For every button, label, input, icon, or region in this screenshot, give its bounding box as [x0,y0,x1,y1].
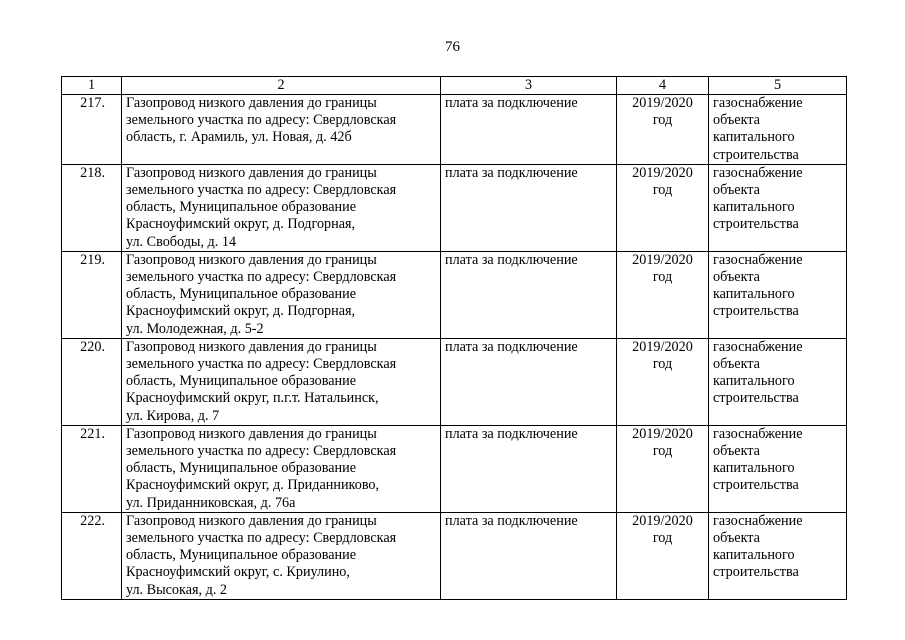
column-header-4: 4 [617,77,709,95]
row-number: 218. [62,164,122,251]
row-purpose: газоснабжение объекта капитального строительства [709,338,847,425]
row-purpose: газоснабжение объекта капитального строительства [709,95,847,165]
row-purpose: газоснабжение объекта капитального строительства [709,164,847,251]
column-header-5: 5 [709,77,847,95]
row-description: Газопровод низкого давления до границы земельного участка по адресу: Свердловская область, Муниципальное образование Красноуфимский округ, с. Криулино, ул. Высокая, д. 2 [122,512,441,599]
table-row [62,251,847,338]
row-period: 2019/2020 год [617,251,709,338]
row-period: 2019/2020 год [617,164,709,251]
column-header-1: 1 [62,77,122,95]
row-number: 219. [62,251,122,338]
row-period: 2019/2020 год [617,425,709,512]
table-header-row [62,77,847,95]
row-basis: плата за подключение [441,164,617,251]
column-header-3: 3 [441,77,617,95]
table-row [62,512,847,599]
table-row [62,95,847,165]
row-basis: плата за подключение [441,512,617,599]
column-header-2: 2 [122,77,441,95]
row-period: 2019/2020 год [617,95,709,165]
page-number: 76 [445,39,460,55]
row-number: 220. [62,338,122,425]
table-row [62,338,847,425]
row-number: 217. [62,95,122,165]
row-number: 222. [62,512,122,599]
row-description: Газопровод низкого давления до границы земельного участка по адресу: Свердловская область, Муниципальное образование Красноуфимский округ, д. Подгорная, ул. Молодежная, д. 5-2 [122,251,441,338]
row-description: Газопровод низкого давления до границы земельного участка по адресу: Свердловская область, г. Арамиль, ул. Новая, д. 42б [122,95,441,165]
row-period: 2019/2020 год [617,512,709,599]
row-basis: плата за подключение [441,95,617,165]
row-purpose: газоснабжение объекта капитального строительства [709,425,847,512]
row-basis: плата за подключение [441,425,617,512]
row-basis: плата за подключение [441,338,617,425]
row-description: Газопровод низкого давления до границы земельного участка по адресу: Свердловская область, Муниципальное образование Красноуфимский округ, п.г.т. Натальинск, ул. Кирова, д. 7 [122,338,441,425]
row-purpose: газоснабжение объекта капитального строительства [709,251,847,338]
row-description: Газопровод низкого давления до границы земельного участка по адресу: Свердловская область, Муниципальное образование Красноуфимский округ, д. Подгорная, ул. Свободы, д. 14 [122,164,441,251]
row-description: Газопровод низкого давления до границы земельного участка по адресу: Свердловская область, Муниципальное образование Красноуфимский округ, д. Приданниково, ул. Приданниковская, д. 76а [122,425,441,512]
table-row [62,164,847,251]
row-period: 2019/2020 год [617,338,709,425]
row-number: 221. [62,425,122,512]
document-table [61,76,847,600]
row-basis: плата за подключение [441,251,617,338]
table-row [62,425,847,512]
row-purpose: газоснабжение объекта капитального строительства [709,512,847,599]
